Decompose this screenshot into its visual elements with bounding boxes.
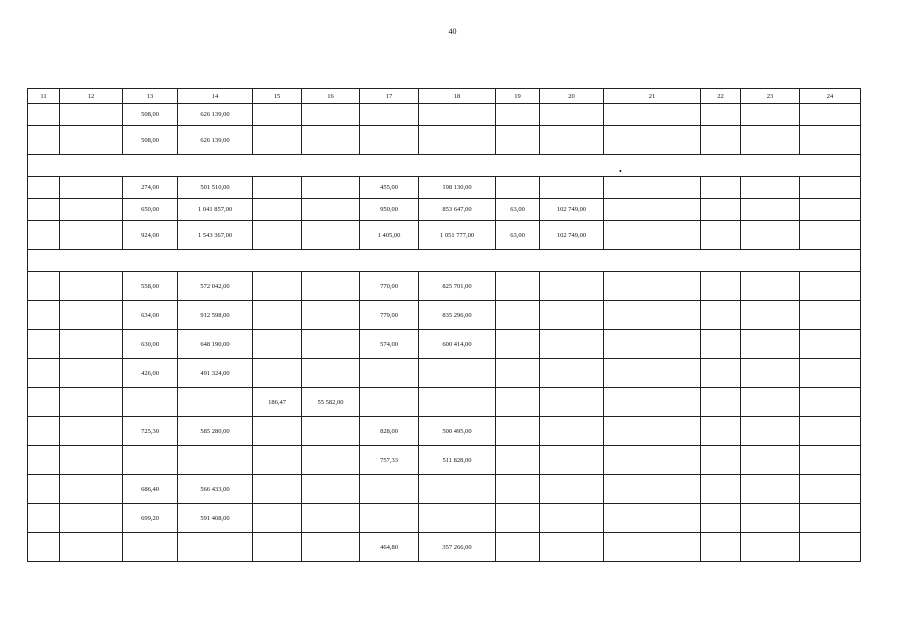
table-cell: [60, 199, 123, 221]
table-cell: 186,47: [253, 388, 302, 417]
table-cell: [28, 301, 60, 330]
table-cell: [28, 504, 60, 533]
table-cell: [604, 104, 701, 126]
table-cell: [540, 330, 604, 359]
table-cell: [253, 359, 302, 388]
table-cell: [419, 388, 496, 417]
table-cell: [60, 177, 123, 199]
table-cell: [302, 533, 360, 562]
table-cell: [28, 177, 60, 199]
table-cell: 779,00: [360, 301, 419, 330]
table-cell: [28, 272, 60, 301]
table-cell: [253, 104, 302, 126]
table-cell: 511 828,00: [419, 446, 496, 475]
table-cell: [741, 104, 800, 126]
table-cell: [800, 533, 861, 562]
table-cell: [60, 126, 123, 155]
table-cell: [360, 126, 419, 155]
table-cell: [28, 126, 60, 155]
table-cell: [540, 104, 604, 126]
table-cell: [741, 199, 800, 221]
table-row: [28, 359, 861, 388]
column-header: 17: [360, 89, 419, 104]
table-cell: [701, 446, 741, 475]
table-cell: [60, 330, 123, 359]
table-cell: 572 042,00: [178, 272, 253, 301]
table-cell: 500 495,00: [419, 417, 496, 446]
table-cell: [60, 504, 123, 533]
header-row: [28, 89, 861, 104]
table-cell: [253, 504, 302, 533]
table-cell: [604, 446, 701, 475]
table-cell: 574,00: [360, 330, 419, 359]
table-cell: 630,00: [123, 330, 178, 359]
table-cell: [496, 272, 540, 301]
table-cell: 699,20: [123, 504, 178, 533]
table-cell: 686,40: [123, 475, 178, 504]
table-cell: [419, 504, 496, 533]
separator-cell: [28, 250, 861, 272]
table-cell: 508,00: [123, 104, 178, 126]
table-cell: [540, 504, 604, 533]
table-cell: 585 280,00: [178, 417, 253, 446]
table-cell: 626 139,00: [178, 126, 253, 155]
table-cell: 426,00: [123, 359, 178, 388]
table-cell: [253, 126, 302, 155]
table-cell: 1 405,00: [360, 221, 419, 250]
table-cell: [701, 330, 741, 359]
section-separator-row: [28, 155, 861, 177]
table-cell: [496, 446, 540, 475]
table-cell: [60, 359, 123, 388]
table-cell: 770,00: [360, 272, 419, 301]
table-cell: 626 139,00: [178, 104, 253, 126]
column-header: 11: [28, 89, 60, 104]
table-cell: [800, 126, 861, 155]
column-header: 20: [540, 89, 604, 104]
column-header: 22: [701, 89, 741, 104]
table-cell: [800, 272, 861, 301]
column-header: 14: [178, 89, 253, 104]
column-header: 24: [800, 89, 861, 104]
table-cell: [178, 388, 253, 417]
table-cell: [604, 417, 701, 446]
table-cell: [28, 475, 60, 504]
table-cell: [701, 388, 741, 417]
table-cell: [800, 330, 861, 359]
table-cell: [123, 388, 178, 417]
table-cell: [800, 199, 861, 221]
table-cell: [419, 126, 496, 155]
table-cell: [253, 417, 302, 446]
table-cell: 924,00: [123, 221, 178, 250]
table-cell: [604, 533, 701, 562]
table-cell: [800, 221, 861, 250]
table-cell: [604, 388, 701, 417]
table-cell: [701, 199, 741, 221]
table-cell: [496, 533, 540, 562]
page-number: 40: [448, 27, 457, 36]
table-cell: [701, 417, 741, 446]
table-cell: 725,30: [123, 417, 178, 446]
table-cell: [701, 533, 741, 562]
table-cell: [800, 359, 861, 388]
table-row: [28, 388, 861, 417]
table-cell: [741, 475, 800, 504]
table-cell: 1 051 777,00: [419, 221, 496, 250]
table-cell: [496, 504, 540, 533]
table-cell: [701, 177, 741, 199]
table-cell: [60, 221, 123, 250]
table-row: [28, 446, 861, 475]
table-cell: [604, 330, 701, 359]
table-cell: 825 701,00: [419, 272, 496, 301]
table-cell: 102 749,00: [540, 221, 604, 250]
table-cell: [800, 388, 861, 417]
table-cell: 501 510,00: [178, 177, 253, 199]
table-cell: [701, 221, 741, 250]
column-header: 21: [604, 89, 701, 104]
table-cell: 455,00: [360, 177, 419, 199]
table-cell: [604, 359, 701, 388]
table-cell: [540, 446, 604, 475]
table-cell: [60, 533, 123, 562]
column-header: 13: [123, 89, 178, 104]
table-cell: [741, 533, 800, 562]
table-cell: 950,00: [360, 199, 419, 221]
column-header: 23: [741, 89, 800, 104]
table-cell: [604, 475, 701, 504]
table-row: [28, 533, 861, 562]
table-cell: [28, 359, 60, 388]
table-cell: [28, 199, 60, 221]
table-cell: [178, 533, 253, 562]
table-cell: [540, 272, 604, 301]
table-cell: [540, 177, 604, 199]
table-cell: 912 598,00: [178, 301, 253, 330]
table-cell: [800, 504, 861, 533]
table-cell: [496, 301, 540, 330]
table-cell: 274,00: [123, 177, 178, 199]
table-cell: 757,33: [360, 446, 419, 475]
table-cell: [253, 446, 302, 475]
table-cell: [741, 388, 800, 417]
table-cell: [741, 126, 800, 155]
table-cell: [302, 199, 360, 221]
table-cell: [496, 388, 540, 417]
table-row: [28, 301, 861, 330]
table-cell: [701, 504, 741, 533]
table-cell: [800, 446, 861, 475]
table-cell: 591 408,00: [178, 504, 253, 533]
table-cell: [496, 330, 540, 359]
table-cell: [741, 446, 800, 475]
table-cell: [360, 359, 419, 388]
table-cell: [28, 417, 60, 446]
table-cell: [741, 504, 800, 533]
table-cell: [360, 475, 419, 504]
table-cell: 634,00: [123, 301, 178, 330]
table-cell: [604, 272, 701, 301]
table-cell: 600 414,00: [419, 330, 496, 359]
table-cell: [302, 104, 360, 126]
table-cell: [540, 533, 604, 562]
table-cell: [253, 301, 302, 330]
table-cell: [496, 417, 540, 446]
table-cell: [60, 301, 123, 330]
column-header: 12: [60, 89, 123, 104]
table-cell: [800, 104, 861, 126]
table-cell: [302, 359, 360, 388]
column-header: 19: [496, 89, 540, 104]
table-cell: 198 130,00: [419, 177, 496, 199]
table-cell: [60, 417, 123, 446]
table-cell: [302, 504, 360, 533]
table-cell: [741, 272, 800, 301]
table-cell: [253, 177, 302, 199]
table-cell: 1 543 367,00: [178, 221, 253, 250]
table-cell: [60, 475, 123, 504]
table-cell: 828,00: [360, 417, 419, 446]
table-cell: 357 266,00: [419, 533, 496, 562]
table-cell: 102 749,00: [540, 199, 604, 221]
table-cell: [302, 330, 360, 359]
table-cell: [28, 104, 60, 126]
table-cell: [604, 301, 701, 330]
table-cell: 566 433,00: [178, 475, 253, 504]
table-cell: [360, 104, 419, 126]
table-cell: [604, 504, 701, 533]
section-separator-row: [28, 250, 861, 272]
table-cell: [28, 330, 60, 359]
table-cell: [604, 126, 701, 155]
table-cell: [540, 126, 604, 155]
table-cell: [302, 417, 360, 446]
table-cell: [419, 475, 496, 504]
table-cell: [253, 272, 302, 301]
table-cell: [302, 126, 360, 155]
column-header: 15: [253, 89, 302, 104]
table-cell: 648 190,00: [178, 330, 253, 359]
table-cell: [302, 221, 360, 250]
table-cell: 1 041 857,00: [178, 199, 253, 221]
table-cell: [302, 272, 360, 301]
table-cell: [540, 388, 604, 417]
table-cell: 853 647,00: [419, 199, 496, 221]
table-row: [28, 504, 861, 533]
table-cell: [800, 177, 861, 199]
table-cell: 835 296,00: [419, 301, 496, 330]
table-row: [28, 272, 861, 301]
table-cell: [604, 221, 701, 250]
table-cell: [60, 104, 123, 126]
table-row: [28, 177, 861, 199]
table-row: [28, 199, 861, 221]
table-cell: [253, 533, 302, 562]
table-cell: [540, 417, 604, 446]
table-cell: [360, 504, 419, 533]
table-cell: [540, 301, 604, 330]
table-cell: [28, 221, 60, 250]
table-cell: 558,00: [123, 272, 178, 301]
table-cell: [253, 330, 302, 359]
table-cell: [741, 301, 800, 330]
table-cell: [60, 388, 123, 417]
table-cell: [701, 301, 741, 330]
table-cell: [741, 417, 800, 446]
table-cell: 464,80: [360, 533, 419, 562]
table-row: [28, 330, 861, 359]
table-cell: [800, 475, 861, 504]
table-row: [28, 475, 861, 504]
table-cell: [302, 301, 360, 330]
table-cell: [496, 359, 540, 388]
table-cell: [701, 359, 741, 388]
table-cell: [123, 446, 178, 475]
column-header: 16: [302, 89, 360, 104]
table-cell: [60, 272, 123, 301]
table-cell: [701, 104, 741, 126]
table-cell: [496, 104, 540, 126]
table-cell: 55 582,00: [302, 388, 360, 417]
table-row: [28, 104, 861, 126]
table-cell: [496, 126, 540, 155]
table-cell: [701, 272, 741, 301]
table-cell: [741, 330, 800, 359]
table-cell: [178, 446, 253, 475]
table-cell: [540, 475, 604, 504]
table-row: [28, 221, 861, 250]
table-cell: [800, 417, 861, 446]
table-cell: 63,00: [496, 221, 540, 250]
table-cell: [253, 199, 302, 221]
table-cell: [741, 221, 800, 250]
table-cell: [419, 359, 496, 388]
table-row: [28, 126, 861, 155]
table-cell: [253, 221, 302, 250]
table-cell: [496, 475, 540, 504]
table-cell: [800, 301, 861, 330]
table-cell: [540, 359, 604, 388]
table-cell: [741, 177, 800, 199]
stray-mark: •: [619, 167, 622, 176]
table-cell: [419, 104, 496, 126]
data-table: [27, 88, 861, 562]
table-cell: [302, 475, 360, 504]
table-cell: [28, 533, 60, 562]
table-cell: [253, 475, 302, 504]
table-cell: [701, 126, 741, 155]
table-cell: 63,00: [496, 199, 540, 221]
table-cell: [701, 475, 741, 504]
table-cell: [60, 446, 123, 475]
table-cell: [360, 388, 419, 417]
table-cell: 508,00: [123, 126, 178, 155]
table-cell: [28, 446, 60, 475]
table-cell: 650,00: [123, 199, 178, 221]
table-cell: 491 324,00: [178, 359, 253, 388]
table-cell: [302, 177, 360, 199]
table-cell: [123, 533, 178, 562]
table-cell: [28, 388, 60, 417]
column-header: 18: [419, 89, 496, 104]
table-cell: [302, 446, 360, 475]
table-cell: [604, 199, 701, 221]
table-cell: [604, 177, 701, 199]
table-cell: [496, 177, 540, 199]
table-row: [28, 417, 861, 446]
separator-cell: [28, 155, 861, 177]
table-cell: [741, 359, 800, 388]
